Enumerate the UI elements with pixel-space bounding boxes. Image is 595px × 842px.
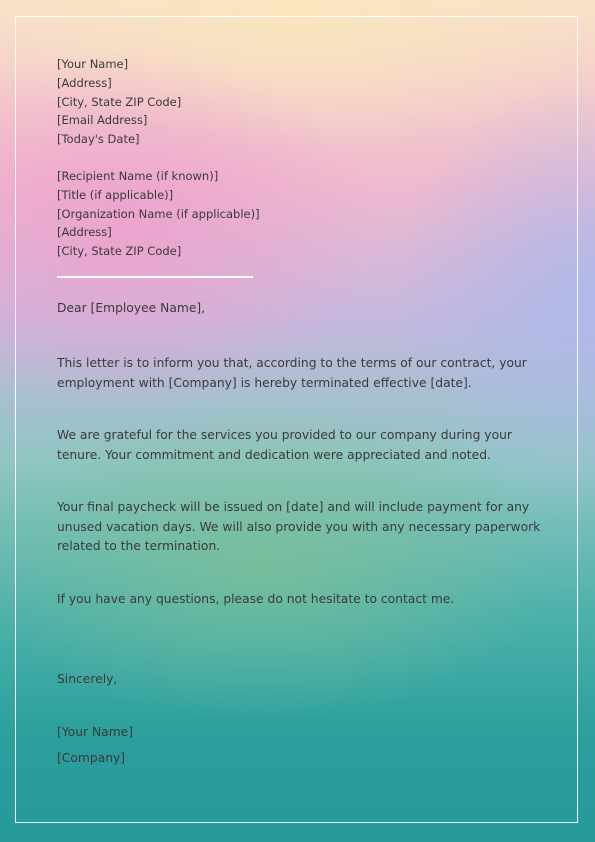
recipient-title: [Title (if applicable)]: [57, 187, 174, 202]
sender-email: [Email Address]: [57, 113, 148, 128]
recipient-address: [Address]: [57, 225, 112, 240]
sender-date: [Today's Date]: [57, 132, 140, 147]
body-paragraph-3: Your final paycheck will be issued on [date] and will include payment for any unused vacation days. We will also provide you with any necessary paperwork related to the termination.: [57, 500, 541, 553]
salutation: Dear [Employee Name],: [57, 301, 206, 315]
header-divider: [57, 276, 253, 278]
body-paragraph-4: If you have any questions, please do not hesitate to contact me.: [57, 592, 455, 606]
signature-name: [Your Name]: [57, 725, 134, 739]
recipient-name: [Recipient Name (if known)]: [57, 169, 219, 183]
recipient-block: [57, 167, 260, 261]
sender-address: [Address]: [57, 75, 112, 90]
signature-company: [Company]: [57, 751, 126, 765]
recipient-organization: [Organization Name (if applicable)]: [57, 206, 260, 221]
body-paragraph-1: This letter is to inform you that, according to the terms of our contract, your employment with [Company] is hereby terminated effective [date].: [57, 356, 527, 390]
body-paragraph-2: We are grateful for the services you provided to our company during your tenure. Your commitment and dedication were appreciated and noted.: [57, 428, 512, 462]
recipient-city: [City, State ZIP Code]: [57, 244, 182, 259]
sender-block: [57, 55, 181, 149]
sender-city: [City, State ZIP Code]: [57, 94, 182, 109]
closing: Sincerely,: [57, 672, 118, 686]
sender-name: [Your Name]: [57, 57, 129, 71]
